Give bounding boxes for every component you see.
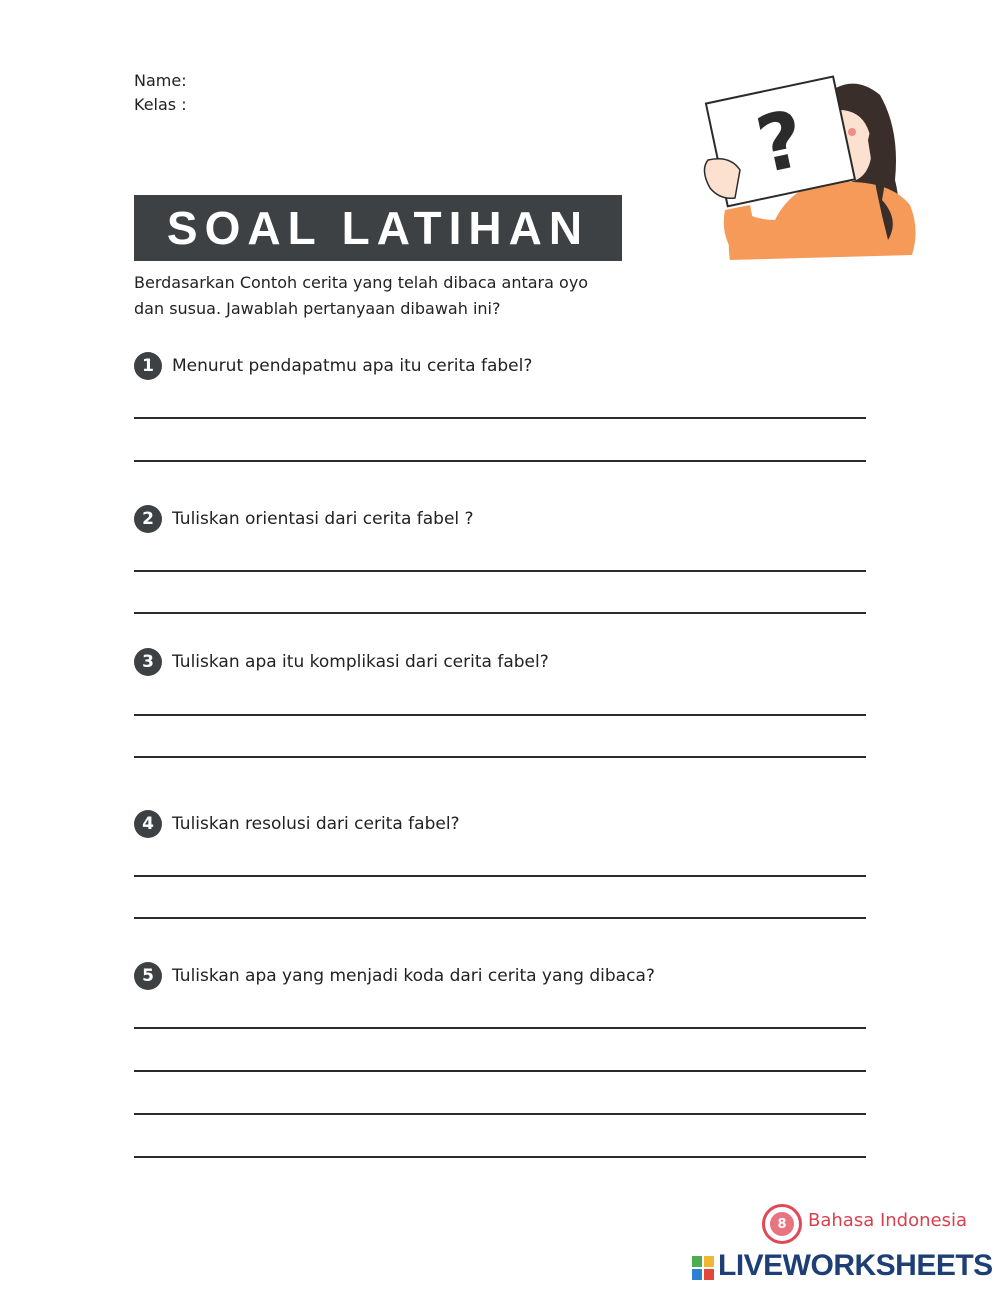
instructions-line-2: dan susua. Jawablah pertanyaan dibawah ini? [134, 299, 501, 318]
liveworksheets-logo-icon [692, 1256, 716, 1282]
answer-line[interactable] [134, 570, 866, 572]
question-text: Tuliskan apa yang menjadi koda dari cerita yang dibaca? [172, 966, 655, 986]
question-text: Tuliskan orientasi dari cerita fabel ? [172, 509, 474, 529]
answer-line[interactable] [134, 875, 866, 877]
answer-line[interactable] [134, 1027, 866, 1029]
subject-label: Bahasa Indonesia [808, 1210, 967, 1231]
class-label: Kelas : [134, 95, 187, 114]
question-5 [134, 962, 655, 990]
question-text: Tuliskan resolusi dari cerita fabel? [172, 814, 460, 834]
girl-question-illustration [700, 70, 925, 265]
answer-line[interactable] [134, 1070, 866, 1072]
question-number-badge: 5 [134, 962, 162, 990]
brand-wordmark[interactable]: LIVEWORKSHEETS [718, 1249, 993, 1282]
grade-badge [762, 1204, 802, 1244]
question-number-badge: 4 [134, 810, 162, 838]
answer-line[interactable] [134, 1113, 866, 1115]
answer-line[interactable] [134, 714, 866, 716]
answer-line[interactable] [134, 612, 866, 614]
answer-line[interactable] [134, 756, 866, 758]
answer-line[interactable] [134, 460, 866, 462]
title-banner [134, 195, 622, 261]
question-number-badge: 2 [134, 505, 162, 533]
question-text: Menurut pendapatmu apa itu cerita fabel? [172, 356, 533, 376]
question-1 [134, 352, 532, 380]
answer-line[interactable] [134, 417, 866, 419]
name-label: Name: [134, 71, 187, 90]
grade-number: 8 [770, 1212, 794, 1236]
instructions-line-1: Berdasarkan Contoh cerita yang telah dibaca antara oyo [134, 273, 589, 292]
answer-line[interactable] [134, 917, 866, 919]
instructions [134, 270, 674, 322]
question-number-badge: 3 [134, 648, 162, 676]
question-text: Tuliskan apa itu komplikasi dari cerita fabel? [172, 652, 549, 672]
answer-line[interactable] [134, 1156, 866, 1158]
svg-text:?: ? [749, 94, 813, 192]
question-number-badge: 1 [134, 352, 162, 380]
question-4 [134, 810, 460, 838]
page-title: SOAL LATIHAN [166, 202, 590, 254]
question-2 [134, 505, 474, 533]
question-3 [134, 648, 549, 676]
